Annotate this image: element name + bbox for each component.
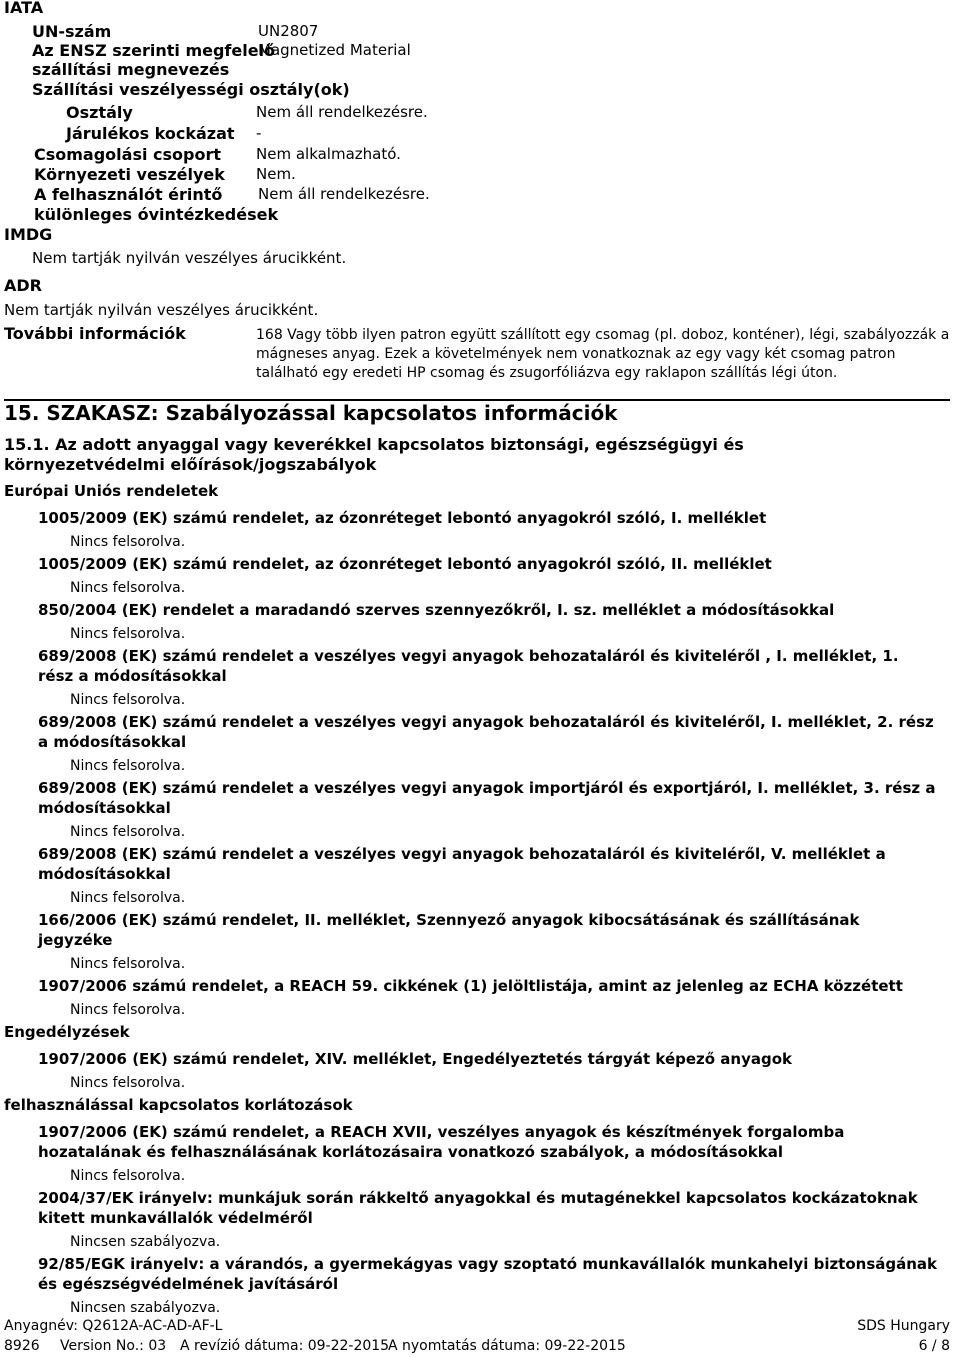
regulation-item <box>4 778 954 841</box>
imdg-heading: IMDG <box>4 225 53 244</box>
packing-group-value: Nem alkalmazható. <box>256 145 401 163</box>
regulation-title: 1907/2006 (EK) számú rendelet, a REACH XVII, veszélyes anyagok és készítmények forgalomba hozatalának és felhasználásának korlátozásaira vonatkozó szabályok, a módosításokkal <box>38 1123 845 1161</box>
packing-group-label: Csomagolási csoport <box>34 145 222 164</box>
regulation-item <box>4 554 954 597</box>
un-number-label: UN-szám <box>32 22 112 41</box>
regulation-title: 92/85/EGK irányelv: a várandós, a gyermekágyas vagy szoptató munkavállalók munkahelyi biztonságának és egészségvédelmének javításáról <box>38 1255 938 1293</box>
regulation-title: 1005/2009 (EK) számú rendelet, az ózonréteget lebontó anyagokról szóló, I. melléklet <box>38 509 767 527</box>
regulation-item <box>4 976 954 1019</box>
adr-heading: ADR <box>4 276 42 295</box>
subsidiary-risk-label: Járulékos kockázat <box>66 124 235 143</box>
user-precautions-value: Nem áll rendelkezésre. <box>258 185 430 203</box>
regulation-item <box>4 910 954 973</box>
category-heading: Engedélyzések <box>4 1023 130 1041</box>
regulation-status: Nincs felsorolva. <box>70 1168 186 1184</box>
regulation-title: 1907/2006 (EK) számú rendelet, XIV. melléklet, Engedélyeztetés tárgyát képező anyagok <box>38 1050 793 1068</box>
footer-print-date: A nyomtatás dátuma: 09-22-2015 <box>388 1338 626 1354</box>
hazard-class-heading: Szállítási veszélyességi osztály(ok) <box>32 80 350 99</box>
regulation-title: 1005/2009 (EK) számú rendelet, az ózonréteget lebontó anyagokról szóló, II. melléklet <box>38 555 772 573</box>
regulation-status: Nincsen szabályozva. <box>70 1300 221 1316</box>
shipping-name-label-1: Az ENSZ szerinti megfelelő <box>32 41 276 60</box>
regulation-title: 689/2008 (EK) számú rendelet a veszélyes vegyi anyagok importjáról és exportjáról, I. melléklet, 3. rész a módosításokkal <box>38 779 936 817</box>
footer-page: 6 / 8 <box>918 1338 950 1354</box>
class-label: Osztály <box>66 103 133 122</box>
regulation-title: 2004/37/EK irányelv: munkájuk során rákkeltő anyagokkal és mutagénekkel kapcsolatos kockázatoknak kitett munkavállalók védelméről <box>38 1189 918 1227</box>
subsidiary-risk-value: - <box>256 124 262 142</box>
section-divider <box>4 399 950 401</box>
further-info-text: 168 Vagy több ilyen patron együtt szállított egy csomag (pl. doboz, konténer), légi, szabályozzák a mágneses anyag. Ezek a követelmények nem vonatkoznak az egy vagy két csomag patron található egy eredeti HP csomag és zsugorfóliázva egy raklapon szállítás légi úton. <box>256 327 950 381</box>
regulation-status: Nincs felsorolva. <box>70 692 186 708</box>
un-number-value: UN2807 <box>258 22 319 40</box>
adr-text: Nem tartják nyilván veszélyes árucikként. <box>4 301 319 319</box>
environmental-hazards-value: Nem. <box>256 165 296 183</box>
section15-title: 15. SZAKASZ: Szabályozással kapcsolatos információk <box>4 401 618 425</box>
regulation-status: Nincsen szabályozva. <box>70 1234 221 1250</box>
regulation-title: 689/2008 (EK) számú rendelet a veszélyes vegyi anyagok behozataláról és kiviteléről, I. melléklet, 2. rész a módosításokkal <box>38 713 934 751</box>
regulation-item <box>4 1122 954 1185</box>
regulation-title: 689/2008 (EK) számú rendelet a veszélyes vegyi anyagok behozataláról és kiviteléről, V. melléklet a módosításokkal <box>38 845 886 883</box>
user-precautions-label-1: A felhasználót érintő <box>34 185 223 204</box>
regulation-title: 689/2008 (EK) számú rendelet a veszélyes vegyi anyagok behozataláról és kiviteléről , I. melléklet, 1. rész a módosításokkal <box>38 647 899 685</box>
regulation-item <box>4 1254 954 1317</box>
regulation-item <box>4 844 954 907</box>
regulation-item <box>4 1049 954 1092</box>
shipping-name-value: Magnetized Material <box>258 41 411 59</box>
regulation-status: Nincs felsorolva. <box>70 1075 186 1091</box>
regulation-status: Nincs felsorolva. <box>70 956 186 972</box>
regulation-item <box>4 712 954 775</box>
category-heading: Európai Uniós rendeletek <box>4 482 219 500</box>
regulation-status: Nincs felsorolva. <box>70 1002 186 1018</box>
shipping-name-label-2: szállítási megnevezés <box>32 60 230 79</box>
footer-company: SDS Hungary <box>857 1318 950 1334</box>
regulation-status: Nincs felsorolva. <box>70 890 186 906</box>
regulation-item <box>4 508 954 551</box>
regulation-status: Nincs felsorolva. <box>70 824 186 840</box>
imdg-text: Nem tartják nyilván veszélyes árucikként. <box>32 249 347 267</box>
regulation-status: Nincs felsorolva. <box>70 758 186 774</box>
regulation-status: Nincs felsorolva. <box>70 534 186 550</box>
footer-product: Anyagnév: Q2612A-AC-AD-AF-L <box>4 1318 223 1334</box>
regulation-item <box>4 600 954 643</box>
regulation-title: 850/2004 (EK) rendelet a maradandó szerves szennyezőkről, I. sz. melléklet a módosításokkal <box>38 601 835 619</box>
footer-revision: A revízió dátuma: 09-22-2015 <box>180 1338 390 1354</box>
regulation-item <box>4 646 954 709</box>
regulation-status: Nincs felsorolva. <box>70 626 186 642</box>
environmental-hazards-label: Környezeti veszélyek <box>34 165 225 184</box>
iata-heading: IATA <box>4 0 44 17</box>
section15-subheading: 15.1. Az adott anyaggal vagy keverékkel kapcsolatos biztonsági, egészségügyi és környezetvédelmi előírások/jogszabályok <box>4 435 744 474</box>
user-precautions-label-2: különleges óvintézkedések <box>34 205 279 224</box>
regulation-status: Nincs felsorolva. <box>70 580 186 596</box>
regulation-item <box>4 1188 954 1251</box>
regulations-list <box>4 481 954 1320</box>
footer-version: Version No.: 03 <box>60 1338 167 1354</box>
further-info-label: További információk <box>4 324 186 343</box>
category-heading: felhasználással kapcsolatos korlátozások <box>4 1096 353 1114</box>
class-value: Nem áll rendelkezésre. <box>256 103 428 121</box>
regulation-title: 1907/2006 számú rendelet, a REACH 59. cikkének (1) jelöltlistája, amint az jelenleg az ECHA közzétett <box>38 977 903 995</box>
regulation-title: 166/2006 (EK) számú rendelet, II. melléklet, Szennyező anyagok kibocsátásának és szállításának jegyzéke <box>38 911 860 949</box>
footer-doc-no: 8926 <box>4 1338 40 1354</box>
